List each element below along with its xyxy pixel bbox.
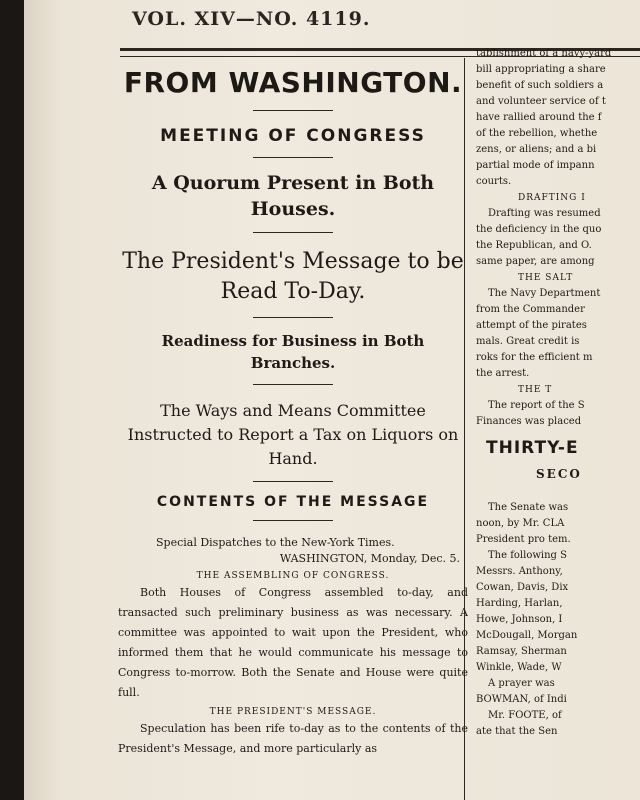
divider <box>253 157 333 158</box>
text-line: same paper, are among <box>476 256 595 267</box>
subhead-drafting: DRAFTING I <box>518 193 586 203</box>
divider <box>253 481 333 482</box>
text-line: from the Commander <box>476 304 585 315</box>
text-line: have rallied around the f <box>476 112 602 123</box>
deck-ways-means: The Ways and Means Committee Instructed to Report a Tax on Liquors on Hand. <box>127 401 459 468</box>
text-line: courts. <box>476 176 512 187</box>
deck-message: The President's Message to be Read To-Day. <box>122 249 464 304</box>
divider <box>253 317 333 318</box>
text-line: A prayer was <box>488 678 555 689</box>
deck-quorum: A Quorum Present in Both Houses. <box>151 172 435 220</box>
newspaper-page <box>24 0 640 800</box>
text-line: zens, or aliens; and a bi <box>476 144 597 155</box>
text-line: and volunteer service of t <box>476 96 606 107</box>
subhead-assembling: THE ASSEMBLING OF CONGRESS. <box>196 571 390 581</box>
text-line: partial mode of impann <box>476 160 595 171</box>
spacer <box>476 488 640 500</box>
text-line: the deficiency in the quo <box>476 224 602 235</box>
text-line: roks for the efficient m <box>476 352 593 363</box>
dateline <box>118 535 468 567</box>
body-paragraph <box>118 583 468 703</box>
dispatch-credit: Special Dispatches to the New-York Times. <box>156 536 395 549</box>
text-line: Drafting was resumed <box>488 208 601 219</box>
text-line: Howe, Johnson, I <box>476 614 563 625</box>
text-line: tablishment of a navy-yard <box>476 48 612 59</box>
headline: FROM WASHINGTON. <box>123 66 463 99</box>
subhead-salt: THE SALT <box>518 273 574 283</box>
paragraph-text: Both Houses of Congress assembled to-day, and transacted such preliminary business as was necessary. A committee was appointed to wait upon the President, who informed them that he would communicate his message to Congress to-morrow. Both the Senate and House were quite full. <box>118 586 468 699</box>
text-line: Mr. FOOTE, of <box>488 710 562 721</box>
text-line: Harding, Harlan, <box>476 598 563 609</box>
text-line: Finances was placed <box>476 416 582 427</box>
subhead-message: THE PRESIDENT'S MESSAGE. <box>209 707 377 717</box>
place-date: WASHINGTON, Monday, Dec. 5. <box>279 552 460 565</box>
text-line: bill appropriating a share <box>476 64 606 75</box>
text-line: Cowan, Davis, Dix <box>476 582 569 593</box>
divider <box>253 232 333 233</box>
text-line: The report of the S <box>488 400 585 411</box>
section-heading: THIRTY-E <box>486 438 579 458</box>
text-line: President pro tem. <box>476 534 571 545</box>
text-line: ate that the Sen <box>476 726 558 737</box>
deck-readiness: Readiness for Business in Both Branches. <box>161 332 425 372</box>
text-line: noon, by Mr. CLA <box>476 518 565 529</box>
subhead-the: THE T <box>518 385 553 395</box>
text-line: the arrest. <box>476 368 530 379</box>
body-paragraph <box>118 719 468 759</box>
text-line: of the rebellion, whethe <box>476 128 598 139</box>
deck-meeting: MEETING OF CONGRESS <box>160 126 426 146</box>
text-line: benefit of such soldiers a <box>476 80 604 91</box>
section-subheading: SECO <box>536 467 582 481</box>
masthead: VOL. XIV—NO. 4119. <box>132 8 371 30</box>
text-line: The Senate was <box>488 502 569 513</box>
text-line: the Republican, and O. <box>476 240 592 251</box>
right-column <box>476 46 640 740</box>
text-line: BOWMAN, of Indi <box>476 694 567 705</box>
text-line: Messrs. Anthony, <box>476 566 563 577</box>
divider <box>253 384 333 385</box>
divider <box>253 520 333 521</box>
text-line: The following S <box>488 550 567 561</box>
deck-contents: CONTENTS OF THE MESSAGE <box>156 494 430 510</box>
text-line: mals. Great credit is <box>476 336 580 347</box>
left-column <box>118 58 468 759</box>
paragraph-text: Speculation has been rife to-day as to the contents of the President's Message, and more particularly as <box>118 722 468 755</box>
text-line: Winkle, Wade, W <box>476 662 562 673</box>
text-line: McDougall, Morgan <box>476 630 578 641</box>
text-line: The Navy Department <box>488 288 601 299</box>
text-line: Ramsay, Sherman <box>476 646 567 657</box>
text-line: attempt of the pirates <box>476 320 587 331</box>
divider <box>253 110 333 111</box>
